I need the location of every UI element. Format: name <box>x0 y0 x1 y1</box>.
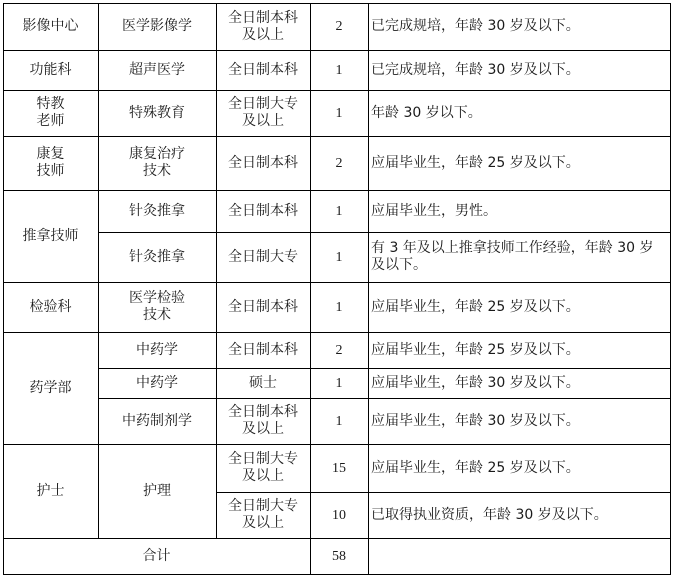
requirement-cell <box>368 136 670 190</box>
requirement-cell-text: 应届毕业生，年龄 25 岁及以下。 <box>371 459 580 476</box>
education-cell-text: 全日制本科 <box>228 341 298 358</box>
total-count-text: 58 <box>332 548 346 564</box>
education-cell-text: 全日制本科 及以上 <box>228 404 298 437</box>
major-cell-text: 中药制剂学 <box>122 412 192 429</box>
major-cell-text: 中药学 <box>136 374 178 391</box>
count-cell-text: 1 <box>335 299 343 315</box>
department-cell <box>3 282 98 332</box>
requirement-cell-text: 已完成规培，年龄 30 岁及以下。 <box>371 18 580 34</box>
department-cell <box>3 190 98 282</box>
count-cell <box>310 368 368 398</box>
count-cell <box>310 444 368 492</box>
major-cell <box>98 90 216 136</box>
requirement-cell-text: 应届毕业生，男性。 <box>371 202 497 219</box>
major-cell-text: 康复治疗 技术 <box>129 146 185 179</box>
requirement-cell <box>368 3 670 50</box>
requirement-cell <box>368 90 670 136</box>
requirement-cell <box>368 492 670 538</box>
major-cell-text: 医学影像学 <box>122 18 192 34</box>
education-cell <box>216 282 310 332</box>
education-cell <box>216 50 310 90</box>
requirement-cell-text: 年龄 30 岁以下。 <box>371 104 482 121</box>
education-cell-text: 全日制大专 及以上 <box>228 451 298 484</box>
requirement-cell <box>368 50 670 90</box>
requirement-cell-text: 应届毕业生，年龄 25 岁及以下。 <box>371 341 580 358</box>
education-cell <box>216 136 310 190</box>
education-cell <box>216 332 310 368</box>
count-cell-text: 2 <box>335 19 343 34</box>
requirement-cell <box>368 232 670 282</box>
major-cell <box>98 50 216 90</box>
requirement-cell <box>368 398 670 444</box>
total-count <box>310 538 368 574</box>
major-cell-text: 特殊教育 <box>129 104 185 121</box>
major-cell-text: 超声医学 <box>129 61 185 78</box>
education-cell-text: 全日制本科 <box>228 61 298 78</box>
department-cell <box>3 444 98 538</box>
count-cell <box>310 190 368 232</box>
table-rule <box>216 3 217 539</box>
department-cell-text: 康复 技师 <box>36 146 65 179</box>
requirement-cell-text: 已取得执业资质，年龄 30 岁及以下。 <box>371 506 608 523</box>
department-cell-text: 影像中心 <box>22 18 79 34</box>
education-cell <box>216 3 310 50</box>
department-cell-text: 护士 <box>36 482 65 499</box>
major-cell <box>98 444 216 538</box>
major-cell <box>98 398 216 444</box>
education-cell-text: 全日制本科 及以上 <box>228 9 298 43</box>
requirement-cell <box>368 190 670 232</box>
table-rule <box>3 3 671 4</box>
table-rule <box>98 398 671 399</box>
requirement-cell <box>368 444 670 492</box>
table-rule <box>98 232 671 233</box>
table-rule <box>98 368 671 369</box>
education-cell <box>216 190 310 232</box>
major-cell <box>98 332 216 368</box>
table-rule <box>98 3 99 539</box>
major-cell-text: 护理 <box>143 482 171 499</box>
education-cell <box>216 398 310 444</box>
count-cell <box>310 90 368 136</box>
requirement-cell-text: 应届毕业生，年龄 25 岁及以下。 <box>371 298 580 315</box>
department-cell <box>3 136 98 190</box>
table-rule <box>3 136 671 137</box>
requirement-cell-text: 有 3 年及以上推拿技师工作经验，年龄 30 岁及以下。 <box>371 240 654 273</box>
table-rule <box>3 50 671 51</box>
major-cell-text: 中药学 <box>136 341 178 358</box>
count-cell-text: 1 <box>335 375 343 391</box>
count-cell-text: 15 <box>332 460 346 476</box>
table-rule <box>368 3 369 575</box>
table-rule <box>670 3 671 575</box>
department-cell <box>3 332 98 444</box>
table-rule <box>3 282 671 283</box>
table-rule <box>3 3 4 575</box>
department-cell-text: 检验科 <box>29 298 72 315</box>
requirement-cell-text: 应届毕业生，年龄 30 岁及以下。 <box>371 412 580 429</box>
department-cell <box>3 50 98 90</box>
count-cell <box>310 50 368 90</box>
major-cell <box>98 190 216 232</box>
major-cell <box>98 368 216 398</box>
requirement-cell-text: 已完成规培，年龄 30 岁及以下。 <box>371 61 580 78</box>
table-rule <box>3 90 671 91</box>
department-cell-text: 推拿技师 <box>22 227 79 244</box>
count-cell <box>310 492 368 538</box>
education-cell-text: 全日制大专 <box>228 248 298 265</box>
education-cell-text: 全日制本科 <box>228 298 298 315</box>
requirement-cell-text: 应届毕业生，年龄 25 岁及以下。 <box>371 154 580 171</box>
department-cell-text: 功能科 <box>29 61 72 78</box>
department-cell-text: 特教 老师 <box>36 96 65 129</box>
requirement-cell <box>368 332 670 368</box>
count-cell-text: 1 <box>335 203 343 219</box>
total-label-text: 合计 <box>142 547 171 564</box>
education-cell <box>216 492 310 538</box>
table-rule <box>310 3 311 575</box>
major-cell-text: 针灸推拿 <box>129 202 185 219</box>
requirement-cell-text: 应届毕业生，年龄 30 岁及以下。 <box>371 374 580 391</box>
count-cell <box>310 282 368 332</box>
table-rule <box>3 574 671 575</box>
requirement-cell <box>368 282 670 332</box>
count-cell <box>310 3 368 50</box>
education-cell-text: 硕士 <box>249 374 277 391</box>
table-rule <box>216 492 671 493</box>
count-cell <box>310 232 368 282</box>
major-cell <box>98 3 216 50</box>
education-cell-text: 全日制大专 及以上 <box>228 96 298 129</box>
count-cell-text: 2 <box>335 155 343 171</box>
department-cell-text: 药学部 <box>29 379 72 396</box>
table-rule <box>3 538 671 539</box>
total-requirement <box>368 538 670 574</box>
table-rule <box>3 444 671 445</box>
count-cell <box>310 398 368 444</box>
count-cell-text: 1 <box>335 62 343 78</box>
count-cell <box>310 136 368 190</box>
count-cell-text: 1 <box>335 249 343 265</box>
education-cell <box>216 232 310 282</box>
table-rule <box>3 332 671 333</box>
count-cell-text: 10 <box>332 507 346 523</box>
education-cell-text: 全日制本科 <box>228 202 298 219</box>
count-cell-text: 1 <box>335 105 343 121</box>
table-rule <box>3 190 671 191</box>
major-cell-text: 针灸推拿 <box>129 248 185 265</box>
education-cell-text: 全日制本科 <box>228 154 298 171</box>
education-cell-text: 全日制大专 及以上 <box>228 498 298 531</box>
education-cell <box>216 444 310 492</box>
major-cell <box>98 232 216 282</box>
major-cell <box>98 282 216 332</box>
requirement-cell <box>368 368 670 398</box>
count-cell-text: 2 <box>335 342 343 358</box>
education-cell <box>216 368 310 398</box>
department-cell <box>3 3 98 50</box>
major-cell <box>98 136 216 190</box>
major-cell-text: 医学检验 技术 <box>129 290 185 323</box>
education-cell <box>216 90 310 136</box>
total-label <box>3 538 310 574</box>
count-cell-text: 1 <box>335 413 343 429</box>
department-cell <box>3 90 98 136</box>
count-cell <box>310 332 368 368</box>
